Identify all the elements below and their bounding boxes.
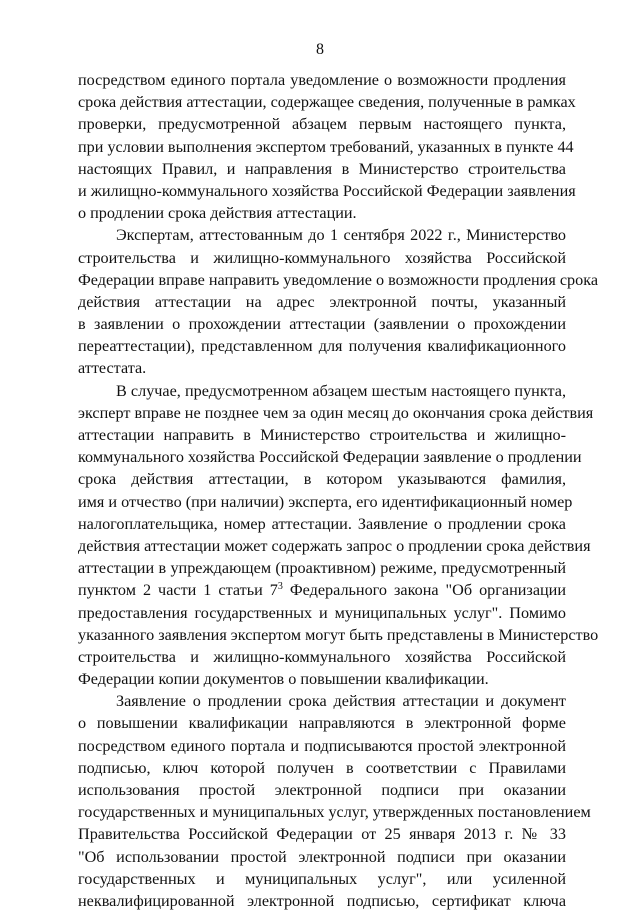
text-line: посредством единого портала уведомление о возможности продления (78, 71, 566, 89)
text-line: налогоплательщика, номер аттестации. Заявление о продлении срока (78, 514, 566, 533)
text-line: переаттестации), представленном для получения квалификационного (78, 337, 566, 356)
text-line: при условии выполнения экспертом требований, указанных в пункте 44 (78, 137, 574, 156)
text-fragment: пунктом 2 части 1 статьи 7 (78, 581, 278, 600)
text-line: государственных и муниципальных услуг, утвержденных постановлением (78, 803, 591, 822)
page-number: 8 (316, 41, 324, 58)
text-line: строительства и жилищно-коммунального хозяйства Российской (78, 647, 566, 666)
text-fragment: Федерального закона "Об организации (282, 581, 566, 600)
paragraph-1 (78, 69, 576, 224)
text-line: настоящих Правил, и направления в Министерство строительства (78, 159, 566, 178)
text-line: Федерации копии документов о повышении квалификации. (78, 670, 489, 689)
paragraph-4 (78, 690, 591, 912)
document-body (78, 69, 599, 912)
text-line: неквалифицированной электронной подписью, сертификат ключа (78, 891, 566, 910)
text-line: имя и отчество (при наличии) эксперта, его идентификационный номер (78, 492, 573, 511)
text-line: в заявлении о прохождении аттестации (заявлении о прохождении (78, 315, 566, 334)
text-line: и жилищно-коммунального хозяйства Российской Федерации заявления (78, 181, 576, 200)
text-line: действия аттестации на адрес электронной почты, указанный (78, 292, 566, 311)
paragraph-3 (78, 380, 599, 691)
text-line: Заявление о продлении срока действия аттестации и документ (116, 692, 566, 711)
text-line: Правительства Российской Федерации от 25 января 2013 г. № 33 (78, 825, 566, 844)
text-line: В случае, предусмотренном абзацем шестым настоящего пункта, (116, 381, 566, 400)
superscript: 3 (277, 581, 283, 593)
text-line: эксперт вправе не позднее чем за один месяц до окончания срока действия (78, 403, 594, 422)
text-line: аттестации в упреждающем (проактивном) режиме, предусмотренный (78, 559, 566, 578)
text-line: о повышении квалификации направляются в электронной форме (78, 714, 566, 733)
text-line: посредством единого портала и подписываются простой электронной (78, 736, 566, 755)
text-line: о продлении срока действия аттестации. (78, 204, 357, 223)
text-line: Федерации вправе направить уведомление о возможности продления срока (78, 270, 598, 289)
text-line: "Об использовании простой электронной подписи при оказании (78, 847, 566, 866)
text-line: использования простой электронной подписи при оказании (78, 781, 566, 799)
text-line: подписью, ключ которой получен в соответствии с Правилами (78, 758, 566, 777)
text-line: действия аттестации может содержать запрос о продлении срока действия (78, 536, 591, 555)
text-line: коммунального хозяйства Российской Федерации заявление о продлении (78, 448, 582, 467)
text-line (78, 579, 566, 601)
text-line: срока действия аттестации, в котором указываются фамилия, (78, 470, 566, 489)
text-line: предоставления государственных и муниципальных услуг". Помимо (78, 603, 566, 622)
text-line: указанного заявления экспертом могут быть представлены в Министерство (78, 625, 599, 644)
text-line: срока действия аттестации, содержащее сведения, полученные в рамках (78, 93, 576, 112)
text-line: аттестата. (78, 359, 147, 378)
paragraph-2 (78, 224, 598, 379)
text-line: Экспертам, аттестованным до 1 сентября 2022 г., Министерство (116, 226, 566, 245)
text-line: строительства и жилищно-коммунального хозяйства Российской (78, 248, 566, 267)
text-line: проверки, предусмотренной абзацем первым настоящего пункта, (78, 115, 566, 134)
text-line: государственных и муниципальных услуг", или усиленной (78, 869, 566, 888)
text-line: аттестации направить в Министерство строительства и жилищно- (78, 426, 566, 444)
